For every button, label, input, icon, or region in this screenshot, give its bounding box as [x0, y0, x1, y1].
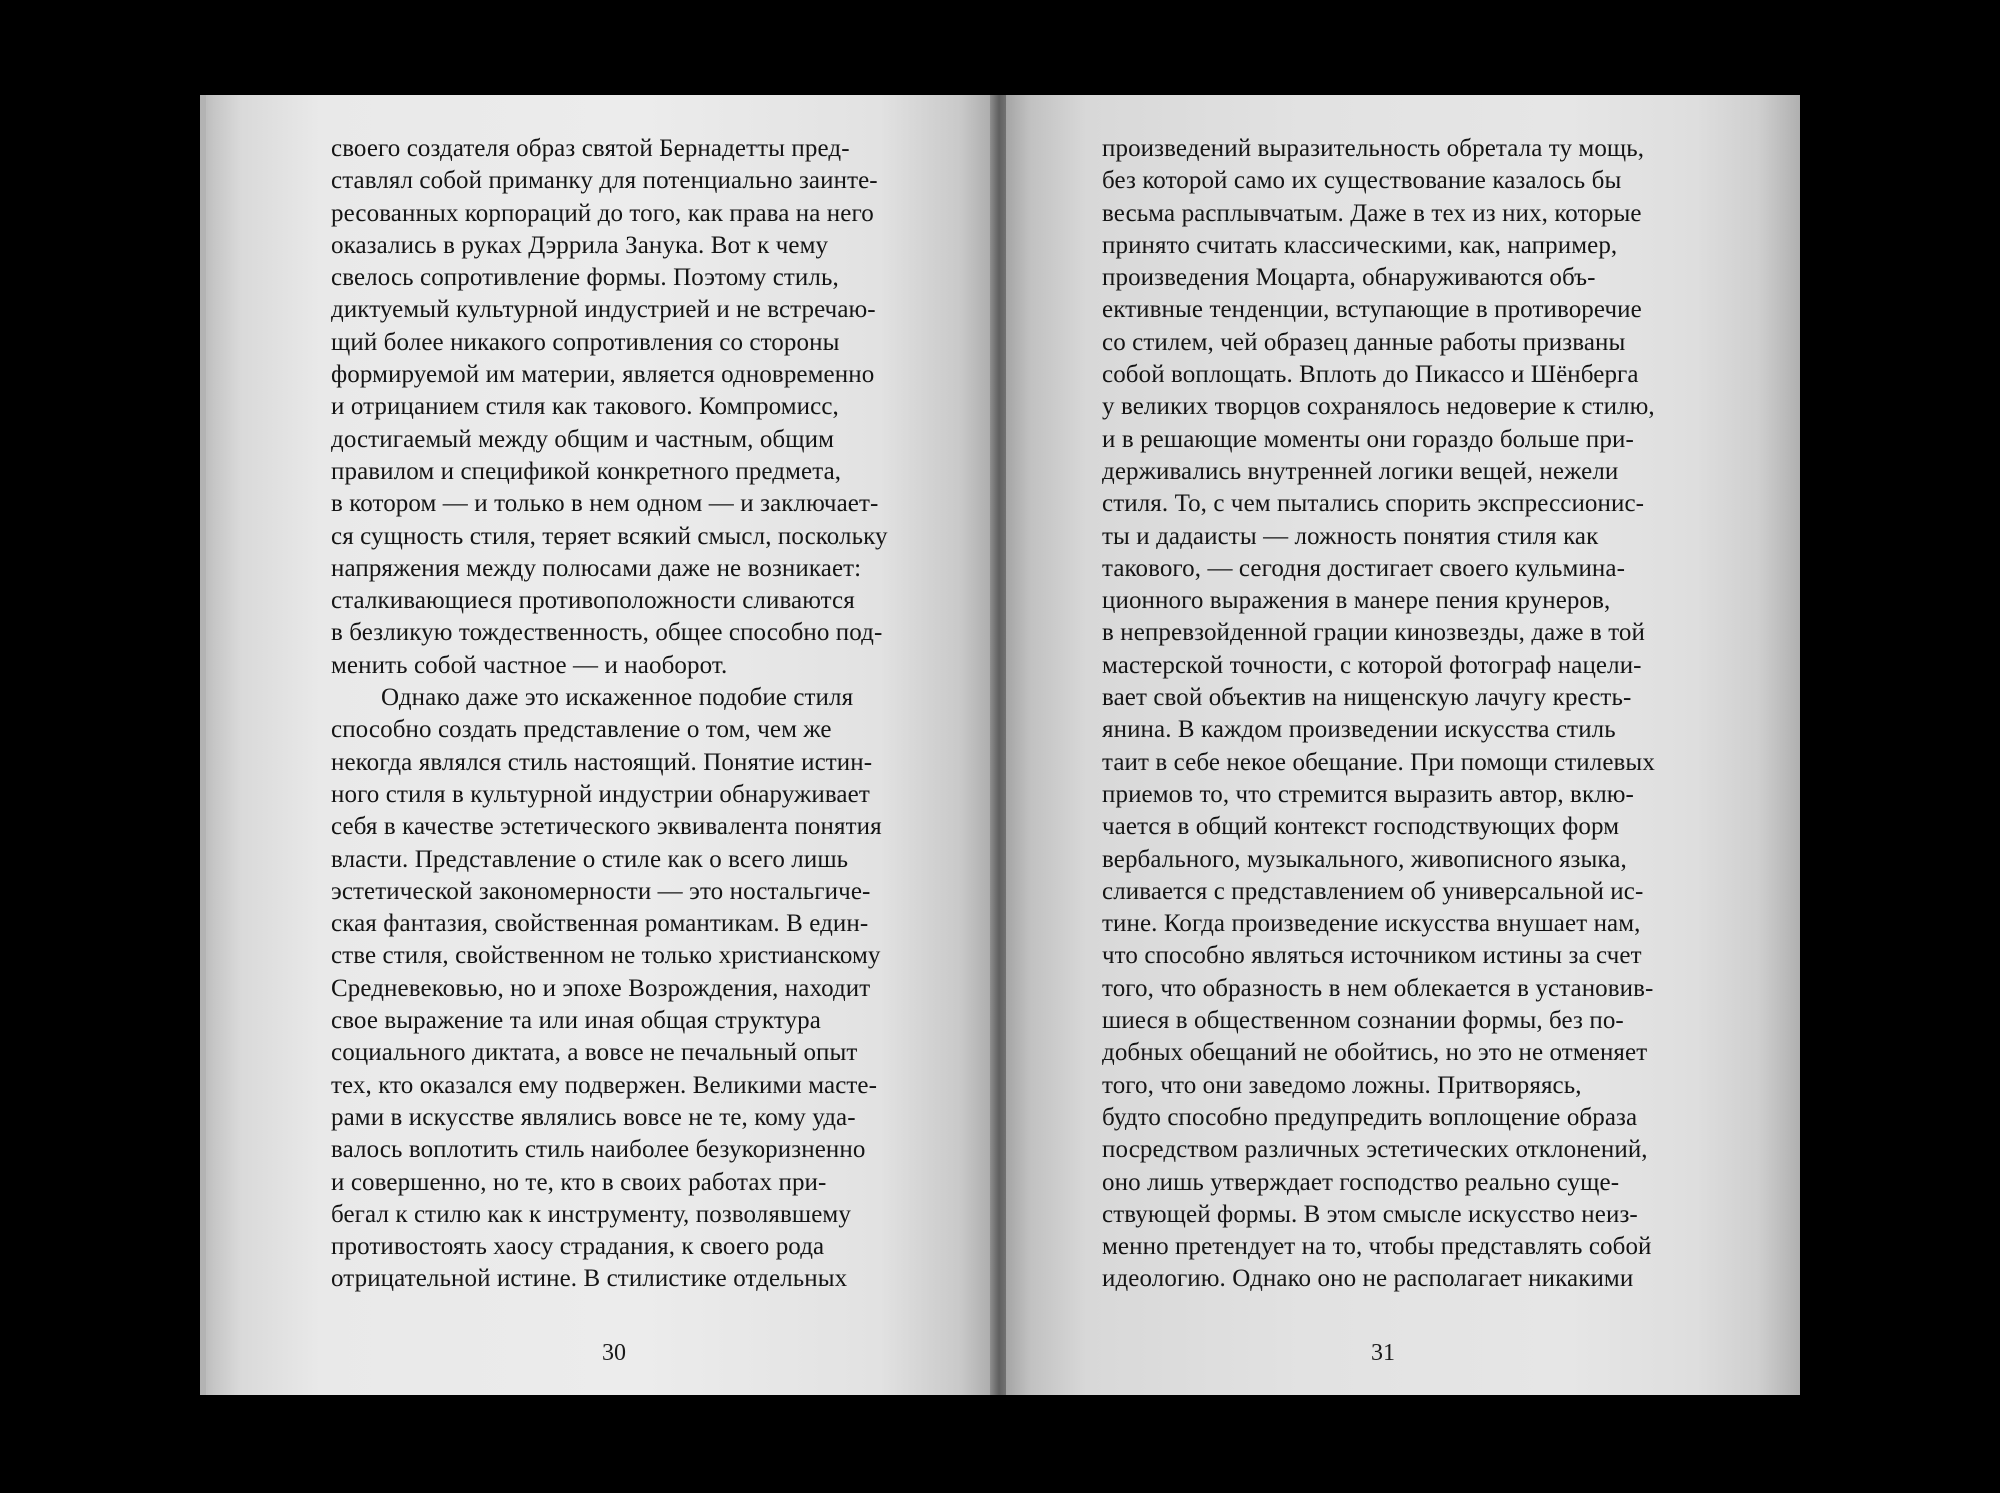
text-line: держивались внутренней логики вещей, нежели: [1102, 457, 1619, 485]
text-line: валось воплотить стиль наиболее безукоризненно: [331, 1136, 866, 1164]
text-line: власти. Представление о стиле как о всего лишь: [331, 845, 849, 873]
text-line: у великих творцов сохранялось недоверие к стилю,: [1102, 393, 1655, 421]
right-page-number: 31: [1371, 1340, 1395, 1366]
text-line: ставлял собой приманку для потенциально заинте-: [331, 167, 878, 195]
text-line: щий более никакого сопротивления со стороны: [331, 328, 840, 356]
text-line: ская фантазия, свойственная романтикам. В един-: [331, 910, 869, 938]
text-line: напряжения между полюсами даже не возникает:: [331, 554, 862, 582]
text-line: сталкивающиеся противоположности сливаются: [331, 587, 855, 615]
text-line: вербального, музыкального, живописного языка,: [1102, 845, 1627, 873]
right-page-text: [1102, 133, 1722, 1296]
text-line: таит в себе некое обещание. При помощи стилевых: [1102, 748, 1655, 776]
text-line: стиля. То, с чем пытались спорить экспрессионис-: [1102, 490, 1645, 518]
text-line: янина. В каждом произведении искусства стиль: [1102, 716, 1616, 744]
text-line: в котором — и только в нем одном — и заключает-: [331, 490, 879, 518]
text-line: отрицательной истине. В стилистике отдельных: [331, 1265, 848, 1293]
text-line: свелось сопротивление формы. Поэтому стиль,: [331, 264, 839, 292]
text-line: ционного выражения в манере пения крунеров,: [1102, 587, 1611, 615]
text-line: посредством различных эстетических отклонений,: [1102, 1136, 1648, 1164]
text-line: ективные тенденции, вступающие в противоречие: [1102, 296, 1642, 324]
text-line: свое выражение та или иная общая структура: [331, 1007, 821, 1035]
text-line: и в решающие моменты они гораздо больше при-: [1102, 425, 1634, 453]
text-line: со стилем, чей образец данные работы призваны: [1102, 328, 1626, 356]
text-line: собой воплощать. Вплоть до Пикассо и Шёнберга: [1102, 361, 1639, 389]
text-line: в безликую тождественность, общее способно под-: [331, 619, 883, 647]
right-page: [1006, 95, 1800, 1395]
text-line: ресованных корпораций до того, как права на него: [331, 199, 874, 227]
text-line: эстетической закономерности — это ностальгиче-: [331, 877, 871, 905]
text-line: правилом и спецификой конкретного предмета,: [331, 457, 842, 485]
text-line: достигаемый между общим и частным, общим: [331, 425, 834, 453]
text-line: мастерской точности, с которой фотограф нацели-: [1102, 651, 1642, 679]
text-line: и отрицанием стиля как такового. Компромисс,: [331, 393, 839, 421]
text-line: весьма расплывчатым. Даже в тех из них, которые: [1102, 199, 1642, 227]
left-page-text: [331, 133, 941, 1296]
text-line: социального диктата, а вовсе не печальный опыт: [331, 1039, 858, 1067]
text-line: некогда являлся стиль настоящий. Понятие истин-: [331, 748, 873, 776]
text-line: принято считать классическими, как, например,: [1102, 231, 1618, 259]
text-line: того, что образность в нем облекается в установив-: [1102, 974, 1654, 1002]
left-page: [200, 95, 995, 1395]
text-line: стве стиля, свойственном не только христианскому: [331, 942, 881, 970]
text-line: чается в общий контекст господствующих форм: [1102, 813, 1620, 841]
text-line: и совершенно, но те, кто в своих работах при-: [331, 1168, 827, 1196]
text-line: приемов то, что стремится выразить автор, вклю-: [1102, 780, 1634, 808]
text-line: менно претендует на то, чтобы представлять собой: [1102, 1233, 1652, 1261]
text-line: бегал к стилю как к инструменту, позволявшему: [331, 1200, 851, 1228]
text-line: без которой само их существование казалось бы: [1102, 167, 1622, 195]
text-line: Однако даже это искаженное подобие стиля: [381, 684, 854, 712]
text-line: добных обещаний не обойтись, но это не отменяет: [1102, 1039, 1648, 1067]
text-line: такового, — сегодня достигает своего кульмина-: [1102, 554, 1626, 582]
text-line: будто способно предупредить воплощение образа: [1102, 1103, 1638, 1131]
text-line: ты и дадаисты — ложность понятия стиля как: [1102, 522, 1599, 550]
text-line: в непревзойденной грации кинозвезды, даже в той: [1102, 619, 1645, 647]
text-line: противостоять хаосу страдания, к своего рода: [331, 1233, 825, 1261]
text-line: произведений выразительность обретала ту мощь,: [1102, 135, 1645, 162]
text-line: того, что они заведомо ложны. Притворяясь,: [1102, 1071, 1582, 1099]
text-line: сливается с представлением об универсальной ис-: [1102, 877, 1644, 905]
text-line: шиеся в общественном сознании формы, без по-: [1102, 1007, 1624, 1035]
text-line: своего создателя образ святой Бернадетты пред-: [331, 135, 850, 162]
text-line: оно лишь утверждает господство реально суще-: [1102, 1168, 1620, 1196]
text-line: способно создать представление о том, чем же: [331, 716, 832, 744]
text-line: тине. Когда произведение искусства внушает нам,: [1102, 910, 1641, 938]
text-line: что способно являться источником истины за счет: [1102, 942, 1642, 970]
text-line: себя в качестве эстетического эквивалента понятия: [331, 813, 882, 841]
text-line: идеологию. Однако оно не располагает никакими: [1102, 1265, 1634, 1293]
text-line: ся сущность стиля, теряет всякий смысл, поскольку: [331, 522, 888, 550]
text-line: Средневековью, но и эпохе Возрождения, находит: [331, 974, 871, 1002]
left-page-edge: [200, 95, 206, 1395]
text-line: диктуемый культурной индустрией и не встречаю-: [331, 296, 876, 324]
text-line: вает свой объектив на нищенскую лачугу кресть-: [1102, 684, 1632, 712]
text-line: ствующей формы. В этом смысле искусство неиз-: [1102, 1200, 1638, 1228]
text-line: ного стиля в культурной индустрии обнаруживает: [331, 780, 870, 808]
text-line: формируемой им материи, является одновременно: [331, 361, 875, 389]
text-line: произведения Моцарта, обнаруживаются объ-: [1102, 264, 1596, 292]
left-page-number: 30: [602, 1340, 626, 1366]
text-line: рами в искусстве являлись вовсе не те, кому уда-: [331, 1103, 856, 1131]
text-line: менить собой частное — и наоборот.: [331, 651, 728, 679]
text-line: тех, кто оказался ему подвержен. Великими масте-: [331, 1071, 878, 1099]
text-line: оказались в руках Дэррила Занука. Вот к чему: [331, 231, 829, 259]
